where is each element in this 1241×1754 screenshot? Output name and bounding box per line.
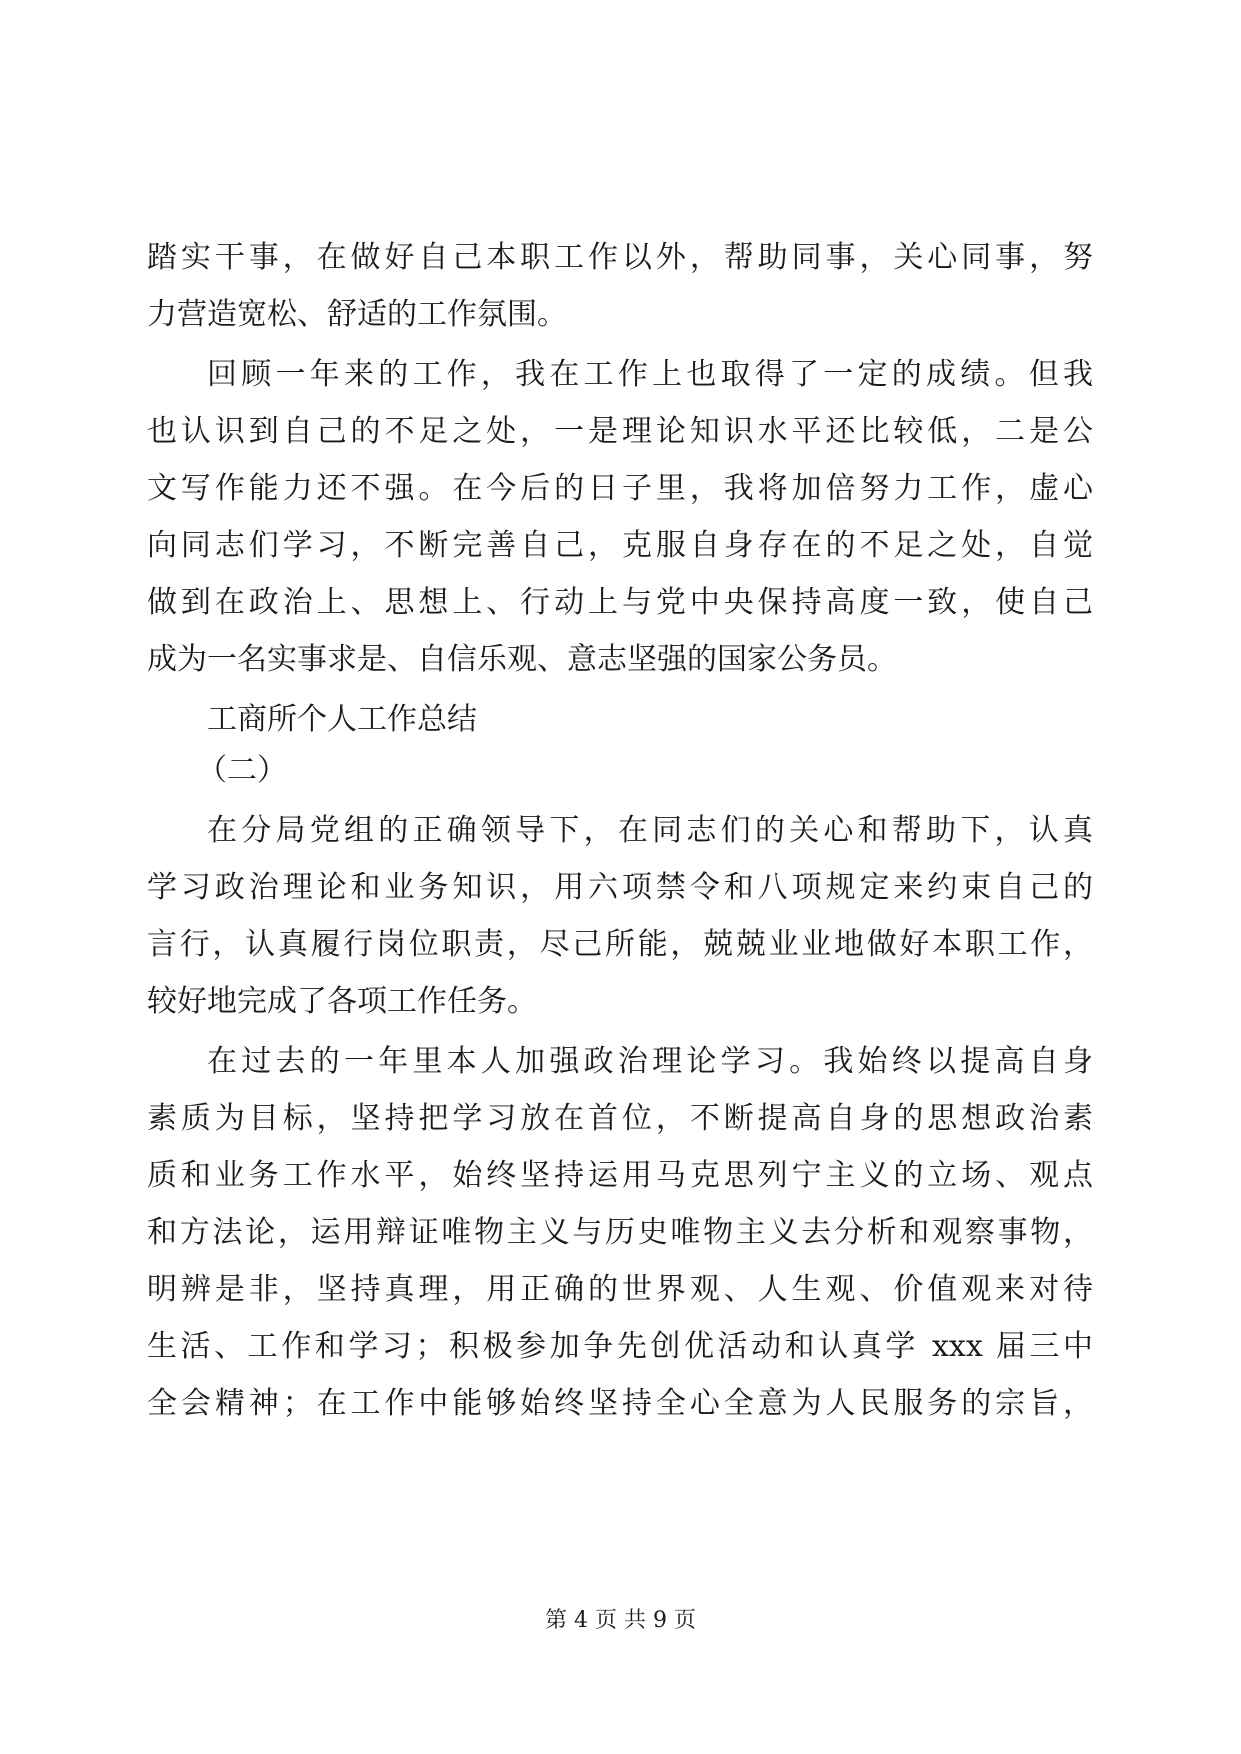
text-line: 生活、工作和学习；积极参加争先创优活动和认真学 xxx 届三中 bbox=[147, 1329, 1093, 1364]
text-line: 全会精神；在工作中能够始终坚持全心全意为人民服务的宗旨， bbox=[147, 1386, 1093, 1421]
text-line: 回顾一年来的工作，我在工作上也取得了一定的成绩。但我 bbox=[207, 357, 1093, 392]
text-line: 较好地完成了各项工作任务。 bbox=[147, 984, 537, 1019]
text-line: 言行，认真履行岗位职责，尽己所能，兢兢业业地做好本职工作， bbox=[147, 927, 1093, 962]
text-line: 和方法论，运用辩证唯物主义与历史唯物主义去分析和观察事物， bbox=[147, 1215, 1093, 1250]
page-footer: 第 4 页 共 9 页 bbox=[545, 1608, 696, 1633]
text-line: 明辨是非，坚持真理，用正确的世界观、人生观、价值观来对待 bbox=[147, 1272, 1093, 1307]
text-line: 在分局党组的正确领导下，在同志们的关心和帮助下，认真 bbox=[207, 813, 1093, 848]
text-line: 成为一名实事求是、自信乐观、意志坚强的国家公务员。 bbox=[147, 642, 897, 677]
text-line: 力营造宽松、舒适的工作氛围。 bbox=[147, 297, 567, 332]
section-number: （二） bbox=[197, 753, 287, 788]
text-line: 质和业务工作水平，始终坚持运用马克思列宁主义的立场、观点 bbox=[147, 1158, 1093, 1193]
section-title: 工商所个人工作总结 bbox=[207, 702, 477, 737]
text-line: 也认识到自己的不足之处，一是理论知识水平还比较低，二是公 bbox=[147, 414, 1093, 449]
text-line: 向同志们学习，不断完善自己，克服自身存在的不足之处，自觉 bbox=[147, 528, 1093, 563]
text-line: 学习政治理论和业务知识，用六项禁令和八项规定来约束自己的 bbox=[147, 870, 1093, 905]
text-line: 素质为目标，坚持把学习放在首位，不断提高自身的思想政治素 bbox=[147, 1101, 1093, 1136]
text-line: 做到在政治上、思想上、行动上与党中央保持高度一致，使自己 bbox=[147, 585, 1093, 620]
text-line: 在过去的一年里本人加强政治理论学习。我始终以提高自身 bbox=[207, 1044, 1093, 1079]
text-line: 踏实干事，在做好自己本职工作以外，帮助同事，关心同事，努 bbox=[147, 240, 1093, 275]
text-line: 文写作能力还不强。在今后的日子里，我将加倍努力工作，虚心 bbox=[147, 471, 1093, 506]
